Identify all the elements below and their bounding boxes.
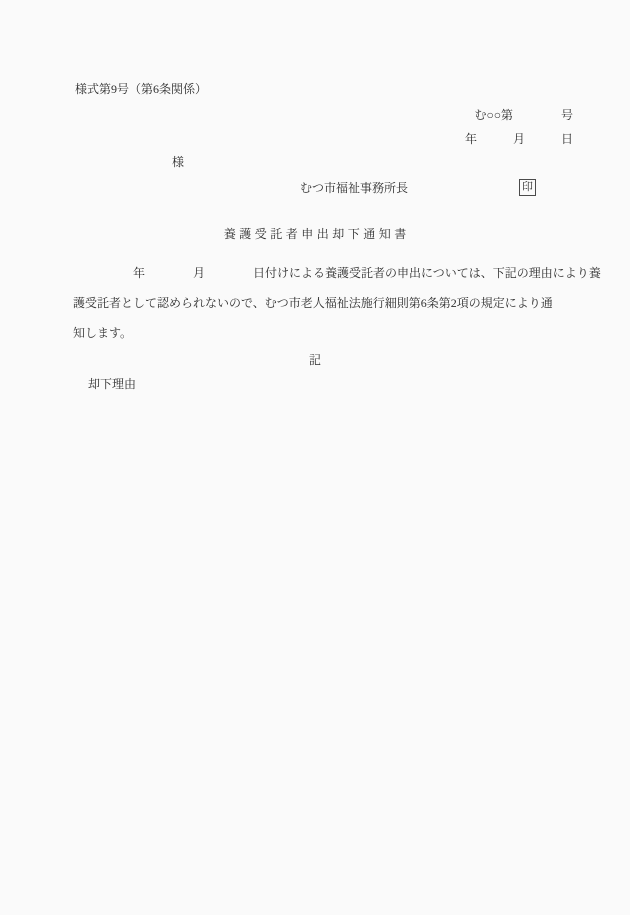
body-paragraph-line-2: 護受託者として認められないので、むつ市老人福祉法施行細則第6条第2項の規定により通 — [73, 296, 553, 310]
date-line: 年 月 日 — [464, 132, 573, 146]
body-paragraph-line-3: 知します。 — [73, 326, 133, 340]
document-number-line: む○○第 号 — [474, 108, 573, 122]
body-paragraph-line-1: 年 月 日付けによる養護受託者の申出については、下記の理由により養 — [73, 266, 601, 280]
seal-box — [519, 179, 536, 196]
form-number-label: 様式第9号（第6条関係） — [75, 82, 208, 96]
ki-heading: 記 — [308, 353, 321, 367]
rejection-reason-label: 却下理由 — [88, 377, 137, 391]
sender-title: むつ市福祉事務所長 — [300, 181, 409, 195]
addressee-honorific: 様 — [172, 155, 185, 169]
document-title: 養護受託者申出却下通知書 — [223, 227, 410, 241]
seal-label: 印 — [522, 181, 533, 193]
